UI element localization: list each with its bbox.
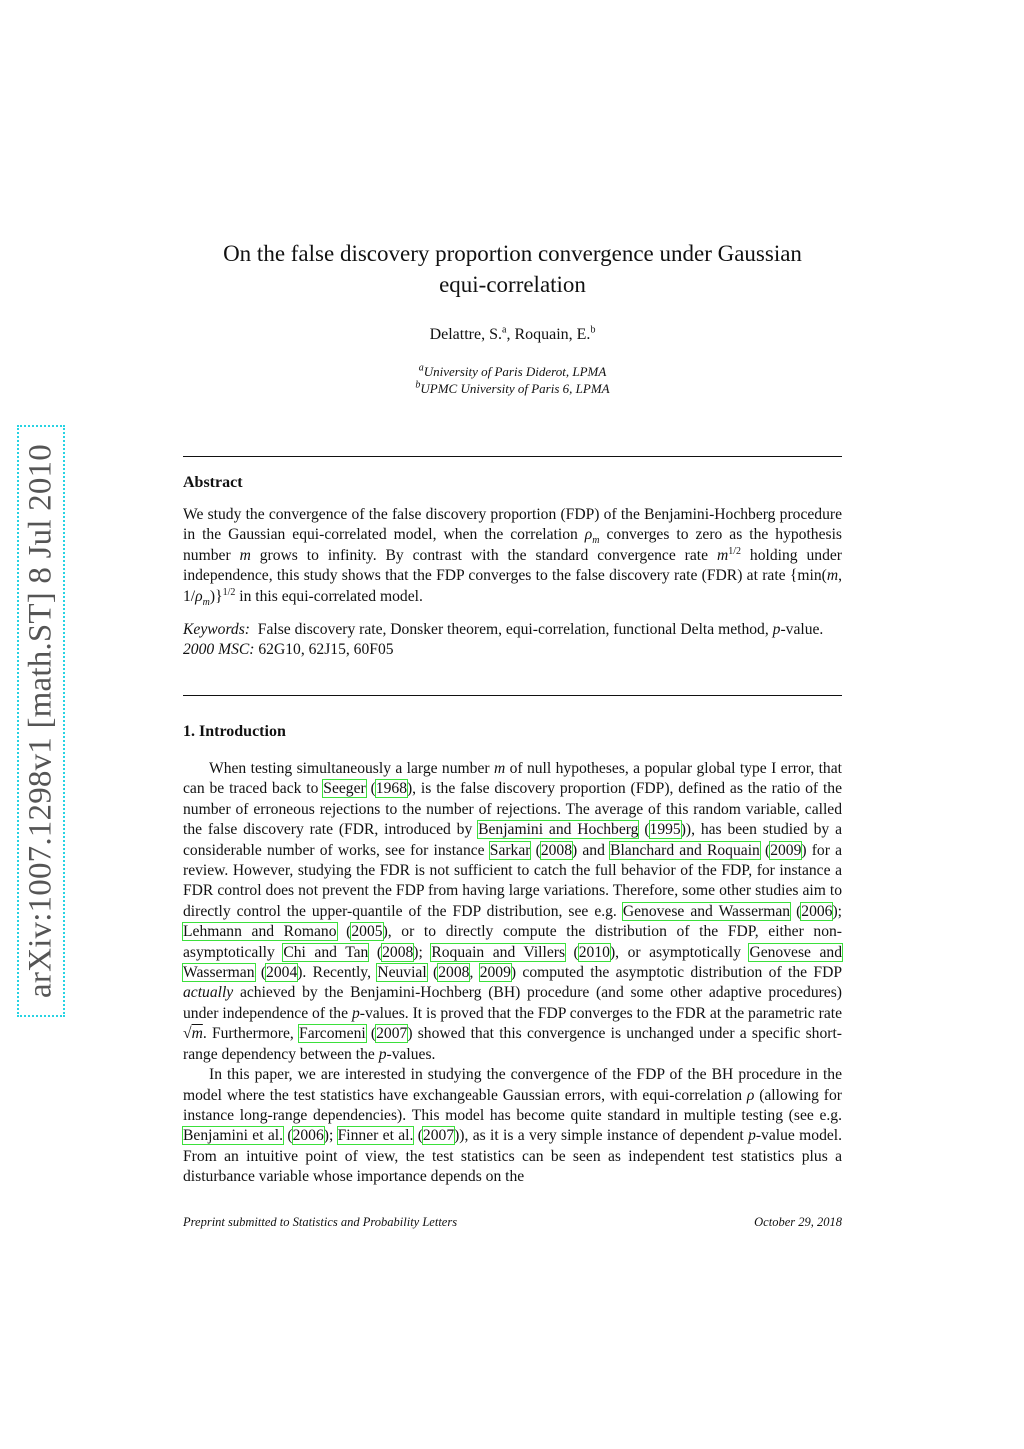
paper-title xyxy=(183,238,842,300)
math-p: p xyxy=(378,1045,387,1063)
math-m: m xyxy=(716,546,729,564)
body-text: ). Recently, xyxy=(297,964,378,982)
math-sub-m: m xyxy=(202,596,210,608)
abstract-bottom-rule xyxy=(183,695,842,696)
abstract-text: , 1/ xyxy=(183,567,842,605)
affiliation-mark: a xyxy=(418,362,424,374)
author-1: Delattre, S. xyxy=(429,326,502,343)
affiliation-a xyxy=(183,363,842,380)
body-text: ); xyxy=(413,943,432,961)
abstract-text: holding under independence, this study shows that the FDP converges to the false discovery rate (FDR) at rate {min( xyxy=(183,546,842,585)
body-text: ), is the false discovery proportion (FDP), defined as the ratio of the number of erroneous rejections to the number of rejections. The average of this random variable, called the false discovery rate (FDR, introduced by xyxy=(183,780,842,839)
math-sqrt: √ xyxy=(183,1025,192,1043)
page-footer xyxy=(183,1215,842,1230)
body-text: -values. It is proved that the FDP converges to the FDR at the parametric rate xyxy=(359,1004,843,1022)
arxiv-identifier-stamp[interactable] xyxy=(17,425,65,1017)
affiliations xyxy=(183,363,842,397)
citation-link[interactable]: Seeger xyxy=(323,780,366,798)
keywords-line xyxy=(183,620,842,640)
body-text: achieved by the Benjamini-Hochberg (BH) procedure (and some other adaptive procedures) under independence of the xyxy=(183,984,842,1022)
abstract-text: in this equi-correlated model. xyxy=(235,587,423,605)
math-rho: ρ xyxy=(195,587,203,605)
citation-year-link[interactable]: 1968 xyxy=(375,780,407,798)
math-p: p xyxy=(748,1127,756,1145)
citation-year-link[interactable]: 2004 xyxy=(266,964,298,982)
citation-link[interactable]: Sarkar xyxy=(489,841,531,859)
abstract-body xyxy=(183,505,842,607)
math-p: p xyxy=(772,621,781,638)
author-2-affiliation-mark: b xyxy=(590,324,596,336)
body-text: -values. xyxy=(386,1045,436,1063)
intro-paragraph-1: When testing simultaneously a large number m of null hypotheses, a popular global type I error, that can be traced back to Seeger (1968), is the false discovery proportion (FDP), defined as the ratio of the number of erroneous rejections to the number of rejections. The average of this random variable, called the false discovery rate (FDR, introduced by Benjamini and Hochberg (1995)), has been studied by a considerable number of works, see for instance Sarkar (2008) and Blanchard and Roquain (2009) for a review. However, studying the FDR is not sufficient to catch the full behavior of the FDP, for instance a FDR control does not prevent the FDP from having large variations. Therefore, some other studies aim to directly control the upper-quantile of the FDP distribution, see e.g. Genovese and Wasserman (2006); Lehmann and Romano (2005), or to directly compute the distribution of the FDP, either non-asymptotically Chi and Tan (2008); Roquain and Villers (2010), or asymptotically Genovese and Wasserman (2004). Recently, Neuvial (2008, 2009) computed the asymptotic distribution of the FDP actually achieved by the Benjamini-Hochberg (BH) procedure (and some other adaptive procedures) under independence of the p-values. It is proved that the FDP converges to the FDR at the parametric rate √m. Furthermore, Farcomeni (2007) showed that this convergence is unchanged under a specific short-range dependency between the p-values. xyxy=(183,760,843,1063)
citation-year-link[interactable]: 2008 xyxy=(382,943,414,961)
citation-year-link[interactable]: 2008 xyxy=(438,964,470,982)
citation-link[interactable]: Benjamini and Hochberg xyxy=(478,821,639,839)
citation-link[interactable]: Neuvial xyxy=(377,964,427,982)
author-list: Delattre, S.$^a$, Roquain, E.$^b$ xyxy=(429,324,596,343)
citation-year-link[interactable]: 2006 xyxy=(292,1127,324,1145)
citation-year-link[interactable]: 2007 xyxy=(422,1127,455,1145)
body-text: -value model. From an intuitive point of view, the test statistics can be seen as independent test statistics plus a disturbance variable whose importance depends on the xyxy=(183,1127,843,1186)
body-text: )), has been studied by a considerable number of works, see for instance xyxy=(183,821,842,859)
abstract-text: grows to infinity. By contrast with the standard convergence rate xyxy=(250,546,717,564)
title-line-2: equi-correlation xyxy=(439,272,586,297)
keywords-label: Keywords: xyxy=(183,621,250,638)
abstract-text: We study the convergence of the false discovery proportion (FDP) of the Benjamini-Hochberg procedure in the Gaussian equi-correlated model, when the correlation xyxy=(183,506,842,544)
citation-year-link[interactable]: 2007 xyxy=(376,1025,408,1043)
citation-link[interactable]: Genovese and Wasserman xyxy=(622,902,791,920)
author-1-affiliation-mark: a xyxy=(501,324,507,336)
body-text: . Furthermore, xyxy=(202,1025,300,1043)
citation-link[interactable]: Blanchard and Roquain xyxy=(610,841,760,859)
keywords-text: -value. xyxy=(780,621,824,638)
citation-link[interactable]: Finner et al. xyxy=(337,1127,414,1145)
abstract-text: )} xyxy=(209,587,223,605)
msc-line xyxy=(183,640,842,660)
body-text: When testing simultaneously a large number xyxy=(209,760,494,777)
abstract-top-rule xyxy=(183,456,842,457)
citation-link[interactable]: Farcomeni xyxy=(299,1025,366,1043)
introduction-heading: 1. Introduction xyxy=(183,723,286,740)
citation-year-link[interactable]: 2006 xyxy=(801,902,833,920)
body-text: ), or asymptotically xyxy=(609,943,750,961)
citation-link[interactable]: Genovese and Wasserman xyxy=(183,943,842,982)
math-exponent: 1/2 xyxy=(728,545,742,557)
math-m: m xyxy=(493,760,506,777)
intro-paragraph-2: In this paper, we are interested in studying the convergence of the FDP of the BH procedure in the model where the test statistics have exchangeable Gaussian errors, with equi-correlation ρ (allowing for instance long-range dependencies). This model has become quite standard in multiple testing (see e.g. Benjamini et al. (2006); Finner et al. (2007)), as it is a very simple instance of dependent p-value model. From an intuitive point of view, the test statistics can be seen as independent test statistics plus a disturbance variable whose importance depends on the xyxy=(183,1066,843,1186)
body-text: ) for a review. However, studying the FDR is not sufficient to catch the full behavior of the FDP, for instance a FDR control does not prevent the FDP from having large variations. Therefore, some other studies aim to directly control the upper-quantile of the FDP distribution, see e.g. xyxy=(183,841,842,920)
math-p: p xyxy=(351,1004,360,1022)
footer-date: October 29, 2018 xyxy=(754,1215,842,1229)
math-rho: ρ xyxy=(584,526,593,544)
math-rho: ρ xyxy=(746,1086,755,1104)
body-text: ) computed the asymptotic distribution of the FDP xyxy=(510,964,843,982)
keywords-block xyxy=(183,620,842,661)
keywords-text: False discovery rate, Donsker theorem, equi-correlation, functional Delta method, xyxy=(257,621,769,638)
affiliation-text: UPMC University of Paris 6, LPMA xyxy=(420,381,610,396)
body-text: ) showed that this convergence is unchanged under a specific short-range dependency between the xyxy=(183,1025,842,1063)
math-sub-m: m xyxy=(592,535,600,547)
citation-year-link[interactable]: 1995 xyxy=(649,821,681,839)
msc-label: 2000 MSC: xyxy=(183,641,255,659)
body-text: ), or to directly compute the distribution of the FDP, either non-asymptotically xyxy=(183,923,842,961)
body-text: (allowing for instance long-range dependencies). This model has become quite standard in multiple testing (see e.g. xyxy=(183,1086,842,1124)
citation-year-link[interactable]: 2009 xyxy=(770,841,802,859)
math-m: m xyxy=(191,1025,203,1043)
body-text: )), as it is a very simple instance of dependent xyxy=(454,1127,749,1145)
citation-year-link[interactable]: 2010 xyxy=(578,943,610,961)
introduction-body xyxy=(183,759,842,1188)
affiliation-b xyxy=(183,380,842,397)
affiliation-text: University of Paris Diderot, LPMA xyxy=(423,364,607,379)
citation-link[interactable]: Benjamini et al. xyxy=(183,1127,284,1145)
math-m: m xyxy=(826,567,839,585)
title-line-1: On the false discovery proportion convergence under Gaussian xyxy=(223,241,802,266)
body-text: ) and xyxy=(572,841,611,859)
emphasis-text: actually xyxy=(183,984,234,1002)
citation-year-link[interactable]: 2008 xyxy=(540,841,573,859)
msc-codes: 62G10, 62J15, 60F05 xyxy=(258,641,394,659)
author-2: Roquain, E. xyxy=(514,326,591,343)
body-text: ); xyxy=(832,902,842,920)
body-text: , xyxy=(469,964,480,982)
arxiv-identifier-text: arXiv:1007.1298v1 [math.ST] 8 Jul 2010 xyxy=(22,444,59,998)
affiliation-mark: b xyxy=(415,379,421,391)
citation-link[interactable]: Chi and Tan xyxy=(283,943,369,961)
math-exponent: 1/2 xyxy=(222,586,236,598)
abstract-heading: Abstract xyxy=(183,474,243,491)
citation-year-link[interactable]: 2009 xyxy=(479,964,511,982)
math-m: m xyxy=(239,546,251,564)
body-text: In this paper, we are interested in studying the convergence of the FDP of the BH procedure in the model where the test statistics have exchangeable Gaussian errors, with equi-correlation xyxy=(183,1066,842,1104)
citation-year-link[interactable]: 2005 xyxy=(351,923,383,941)
citation-link[interactable]: Roquain and Villers xyxy=(431,943,566,961)
body-text: ); xyxy=(323,1127,338,1145)
abstract-text: converges to zero as the hypothesis number xyxy=(183,526,842,564)
citation-link[interactable]: Lehmann and Romano xyxy=(183,923,337,941)
footer-preprint-note: Preprint submitted to Statistics and Probability Letters xyxy=(183,1215,458,1229)
body-text: of null hypotheses, a popular global type I error, that can be traced back to xyxy=(183,760,842,798)
